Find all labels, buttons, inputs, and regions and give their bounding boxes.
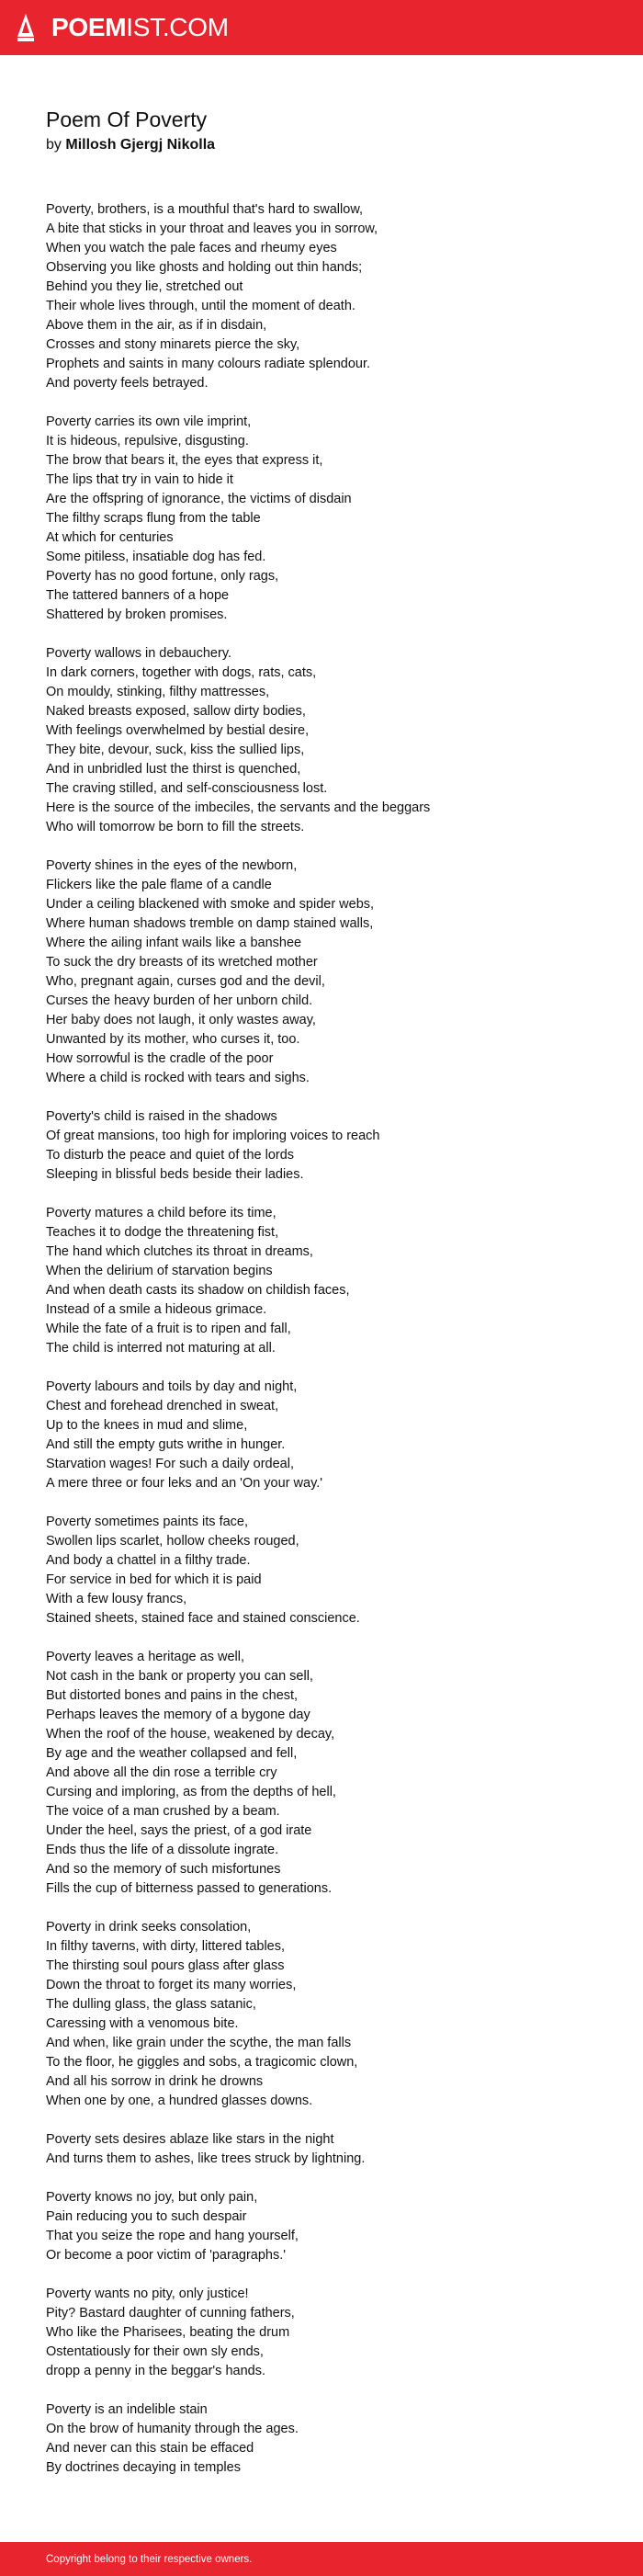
poem-line: Up to the knees in mud and slime,: [46, 1418, 248, 1433]
poem-line: Poverty has no good fortune, only rags,: [46, 569, 279, 584]
poem-line: Where a child is rocked with tears and sighs.: [46, 1071, 310, 1085]
poem-line: The tattered banners of a hope: [46, 588, 230, 603]
poem-line: Ostentatiously for their own sly ends,: [46, 2344, 264, 2359]
poem-line: Above them in the air, as if in disdain,: [46, 318, 267, 333]
poem-line: The child is interred not maturing at all.: [46, 1341, 276, 1356]
poem-line: The craving stilled, and self-consciousness lost.: [46, 781, 328, 796]
byline: [46, 135, 215, 155]
stanza: [46, 2188, 615, 2265]
poem-line: Poverty, brothers, is a mouthful that's hard to swallow,: [46, 202, 364, 217]
poem-line: Cursing and imploring, as from the depths of hell,: [46, 1785, 336, 1799]
poem-line: That you seize the rope and hang yourself,: [46, 2229, 299, 2243]
stanza: [46, 1513, 615, 1628]
poem-line: Caressing with a venomous bite.: [46, 2016, 239, 2031]
poem-line: And above all the din rose a terrible cry: [46, 1765, 277, 1780]
poem-line: Her baby does not laugh, it only wastes away,: [46, 1013, 316, 1027]
stanza: [46, 2400, 615, 2478]
stanza: [46, 2285, 615, 2381]
poem-line: Under the heel, says the priest, of a god irate: [46, 1823, 312, 1838]
poem-line: The filthy scraps flung from the table: [46, 511, 261, 526]
poem-line: To suck the dry breasts of its wretched mother: [46, 955, 318, 970]
poem-line: Their whole lives through, until the moment of death.: [46, 299, 355, 313]
poem-line: For service in bed for which it is paid: [46, 1572, 262, 1587]
stanza: [46, 413, 615, 625]
poem-line: Under a ceiling blackened with smoke and spider webs,: [46, 897, 375, 912]
poem-line: It is hideous, repulsive, disgusting.: [46, 434, 249, 448]
poem-line: Sleeping in blissful beds beside their ladies.: [46, 1167, 304, 1182]
stanza: [46, 2130, 615, 2169]
poem-line: And never can this stain be effaced: [46, 2441, 254, 2456]
poem-line: Or become a poor victim of 'paragraphs.': [46, 2248, 287, 2263]
poem-line: Of great mansions, too high for imploring voices to reach: [46, 1129, 380, 1143]
poem-line: And when death casts its shadow on childish faces,: [46, 1283, 350, 1298]
poem-line: When one by one, a hundred glasses downs.: [46, 2094, 313, 2108]
poem-line: Starvation wages! For such a daily ordeal,: [46, 1457, 294, 1471]
poem-line: When the delirium of starvation begins: [46, 1264, 273, 1278]
poem-line: By doctrines decaying in temples: [46, 2460, 241, 2475]
poem-line: Poverty wallows in debauchery.: [46, 646, 232, 661]
poem-line: Behind you they lie, stretched out: [46, 279, 243, 294]
stanza: [46, 1204, 615, 1358]
poem-line: Stained sheets, stained face and stained conscience.: [46, 1611, 360, 1626]
poem-line: But distorted bones and pains in the chest,: [46, 1688, 299, 1703]
poem-line: Shattered by broken promises.: [46, 607, 228, 622]
poem-line: Chest and forehead drenched in sweat,: [46, 1399, 279, 1413]
pen-nib-icon: [17, 13, 35, 42]
poem-line: Down the throat to forget its many worries,: [46, 1978, 297, 1992]
poem-line: To the floor, he giggles and sobs, a tragicomic clown,: [46, 2055, 358, 2070]
poem-line: With feelings overwhelmed by bestial desire,: [46, 723, 310, 738]
poem-line: By age and the weather collapsed and fell,: [46, 1746, 298, 1761]
poem-line: While the fate of a fruit is to ripen and fall,: [46, 1322, 291, 1336]
poem-line: Where human shadows tremble on damp stained walls,: [46, 916, 374, 931]
poem-line: The dulling glass, the glass satanic,: [46, 1997, 256, 2012]
poem-line: Who like the Pharisees, beating the drum: [46, 2325, 290, 2340]
poem-line: Some pitiless, insatiable dog has fed.: [46, 550, 266, 564]
poem-line: Instead of a smile a hideous grimace.: [46, 1302, 267, 1317]
poem-line: How sorrowful is the cradle of the poor: [46, 1051, 274, 1066]
poem-line: A bite that sticks in your throat and leaves you in sorrow,: [46, 221, 378, 236]
logo-text-light: IST.COM: [126, 13, 229, 41]
poem-line: And body a chattel in a filthy trade.: [46, 1553, 251, 1568]
poem-line: Naked breasts exposed, sallow dirty bodies,: [46, 704, 306, 719]
poem-line: Prophets and saints in many colours radiate splendour.: [46, 357, 371, 371]
author-link[interactable]: Millosh Gjergj Nikolla: [65, 137, 216, 153]
stanza: [46, 644, 615, 837]
poem-line: And all his sorrow in drink he drowns: [46, 2074, 264, 2089]
poem-line: And so the memory of such misfortunes: [46, 1862, 281, 1877]
poem-line: The hand which clutches its throat in dreams,: [46, 1244, 313, 1259]
poem-line: And poverty feels betrayed.: [46, 376, 209, 391]
byline-prefix: by: [46, 137, 62, 153]
poem-line: Poverty wants no pity, only justice!: [46, 2287, 249, 2301]
poem-line: And when, like grain under the scythe, the man falls: [46, 2036, 352, 2050]
copyright-text: Copyright belong to their respective owners.: [46, 2554, 253, 2565]
stanza: [46, 1648, 615, 1899]
poem-line: Pain reducing you to such despair: [46, 2209, 247, 2224]
poem-line: Pity? Bastard daughter of cunning fathers,: [46, 2306, 295, 2321]
poem-line: Teaches it to dodge the threatening fist,: [46, 1225, 279, 1240]
poem-line: Not cash in the bank or property you can sell,: [46, 1669, 313, 1684]
poem-line: The thirsting soul pours glass after glass: [46, 1958, 285, 1973]
poem-line: Fills the cup of bitterness passed to generations.: [46, 1881, 333, 1896]
poem-line: Poverty sets desires ablaze like stars in the night: [46, 2132, 334, 2147]
poem-line: Are the offspring of ignorance, the victims of disdain: [46, 492, 352, 506]
poem-line: Where the ailing infant wails like a banshee: [46, 936, 302, 950]
poem-line: Poverty labours and toils by day and night,: [46, 1379, 298, 1394]
poem-line: On the brow of humanity through the ages.: [46, 2422, 299, 2436]
poem-line: Who will tomorrow be born to fill the streets.: [46, 820, 305, 834]
poem-line: Poverty sometimes paints its face,: [46, 1515, 248, 1529]
poem-body: [46, 200, 615, 2497]
poem-line: Poverty matures a child before its time,: [46, 1206, 276, 1220]
poem-line: Observing you like ghosts and holding out thin hands;: [46, 260, 363, 275]
poem-line: With a few lousy francs,: [46, 1592, 187, 1606]
poem-line: Poverty shines in the eyes of the newborn,: [46, 858, 298, 873]
poem-line: And still the empty guts writhe in hunger.: [46, 1437, 286, 1452]
poem-line: And in unbridled lust the thirst is quenched,: [46, 762, 301, 777]
poem-line: Poverty's child is raised in the shadows: [46, 1109, 277, 1124]
poem-line: At which for centuries: [46, 530, 174, 545]
poem-line: Poverty leaves a heritage as well,: [46, 1650, 244, 1664]
poem-line: Here is the source of the imbeciles, the servants and the beggars: [46, 800, 431, 815]
poem-line: A mere three or four leks and an 'On your way.': [46, 1476, 323, 1491]
poem-line: Flickers like the pale flame of a candle: [46, 878, 272, 892]
stanza: [46, 857, 615, 1088]
poem-line: dropp a penny in the beggar's hands.: [46, 2364, 265, 2378]
stanza: [46, 200, 615, 393]
poem-line: Unwanted by its mother, who curses it, too.: [46, 1032, 300, 1047]
poem-line: Crosses and stony minarets pierce the sky,: [46, 337, 300, 352]
poem-line: And turns them to ashes, like trees struck by lightning.: [46, 2151, 366, 2166]
poem-line: In dark corners, together with dogs, rats, cats,: [46, 665, 317, 680]
poem-line: In filthy taverns, with dirty, littered tables,: [46, 1939, 286, 1954]
stanza: [46, 1918, 615, 2111]
poem-line: The brow that bears it, the eyes that express it,: [46, 453, 323, 468]
stanza: [46, 1378, 615, 1493]
stanza: [46, 1107, 615, 1185]
poem-line: Poverty knows no joy, but only pain,: [46, 2190, 258, 2205]
poem-line: Curses the heavy burden of her unborn child.: [46, 993, 313, 1008]
poem-line: To disturb the peace and quiet of the lords: [46, 1148, 295, 1163]
poem-line: Who, pregnant again, curses god and the devil,: [46, 974, 325, 989]
site-footer: [0, 2542, 643, 2576]
poem-line: Poverty in drink seeks consolation,: [46, 1920, 252, 1935]
poem-title: Poem Of Poverty: [46, 108, 208, 131]
poem-line: Poverty is an indelible stain: [46, 2402, 208, 2417]
site-logo-link[interactable]: [51, 12, 229, 43]
poem-line: Perhaps leaves the memory of a bygone day: [46, 1708, 310, 1722]
poem-line: Swollen lips scarlet, hollow cheeks rouged,: [46, 1534, 299, 1549]
poem-line: They bite, devour, suck, kiss the sullied lips,: [46, 743, 305, 757]
poem-line: The lips that try in vain to hide it: [46, 472, 233, 487]
site-header: [0, 0, 643, 55]
poem-line: When the roof of the house, weakened by decay,: [46, 1727, 335, 1742]
poem-line: The voice of a man crushed by a beam.: [46, 1804, 280, 1819]
poem-line: When you watch the pale faces and rheumy eyes: [46, 241, 337, 255]
logo-text-bold: POEM: [51, 13, 127, 41]
poem-line: On mouldy, stinking, filthy mattresses,: [46, 685, 270, 699]
poem-line: Poverty carries its own vile imprint,: [46, 414, 252, 429]
poem-line: Ends thus the life of a dissolute ingrate.: [46, 1843, 279, 1857]
